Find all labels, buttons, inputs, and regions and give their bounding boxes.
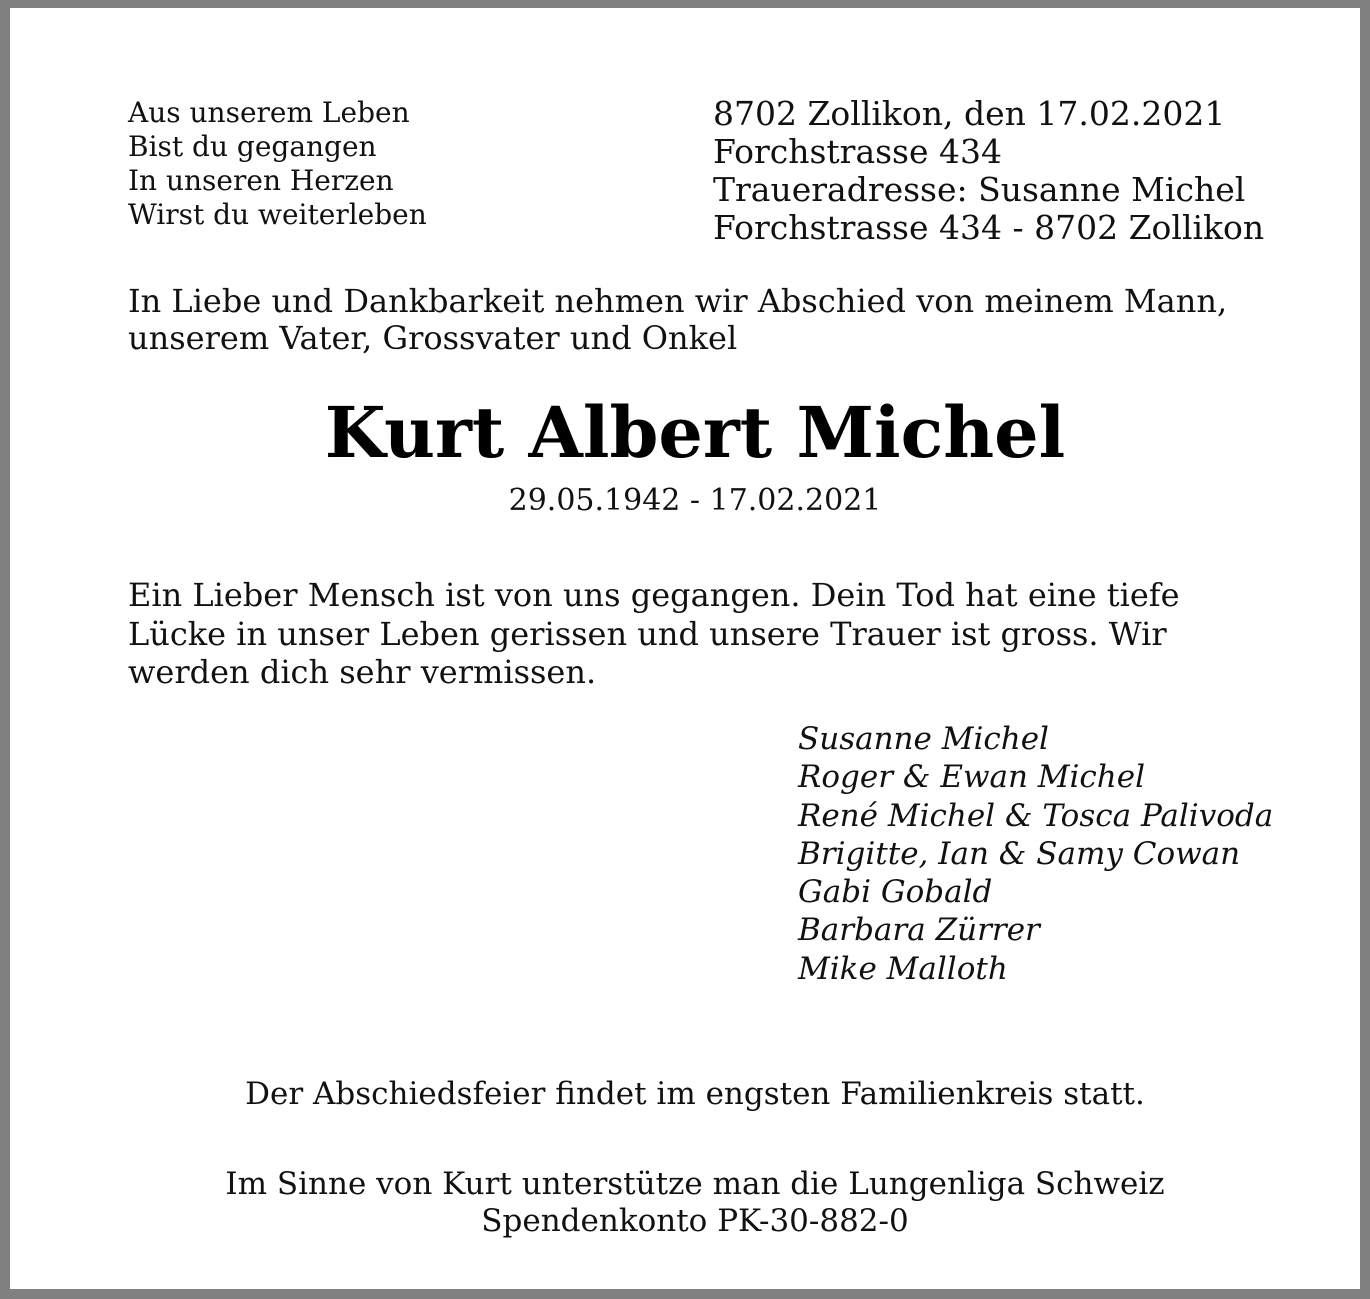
poem-line: Wirst du weiterleben	[128, 198, 427, 231]
ceremony-notice: Der Abschiedsfeier findet im engsten Familienkreis statt.	[245, 1076, 1145, 1112]
life-dates: 29.05.1942 - 17.02.2021	[508, 483, 882, 518]
contact-name: Traueradresse: Susanne Michel	[713, 170, 1246, 209]
place-and-date: 8702 Zollikon, den 17.02.2021	[713, 94, 1226, 133]
message-line: werden dich sehr vermissen.	[128, 653, 597, 691]
tribute-message	[128, 576, 1180, 692]
deceased-name: Kurt Albert Michel	[324, 391, 1066, 474]
poem-line: Aus unserem Leben	[128, 96, 410, 129]
donation-line: Im Sinne von Kurt unterstütze man die Lungenliga Schweiz	[225, 1166, 1165, 1202]
mourner-name: Gabi Gobald	[798, 874, 993, 911]
mourner-name: Susanne Michel	[798, 721, 1049, 757]
poem-line: Bist du gegangen	[128, 130, 377, 163]
message-line: Lücke in unser Leben gerissen und unsere Trauer ist gross. Wir	[128, 614, 1167, 653]
message-line: Ein Lieber Mensch ist von uns gegangen. Dein Tod hat eine tiefe	[128, 576, 1180, 614]
farewell-intro	[128, 283, 1227, 357]
street-address: Forchstrasse 434	[713, 132, 1002, 171]
donation-notice	[10, 1166, 1370, 1240]
poem-line: In unseren Herzen	[128, 164, 394, 197]
poem-verse	[128, 96, 427, 232]
mourner-name: Barbara Zürrer	[798, 912, 1040, 949]
intro-line: In Liebe und Dankbarkeit nehmen wir Abschied von meinem Mann,	[128, 282, 1228, 320]
mourner-name: Brigitte, Ian & Samy Cowan	[798, 835, 1241, 872]
mourning-address	[713, 95, 1264, 247]
mourner-name: Roger & Ewan Michel	[798, 759, 1146, 796]
mourner-name: René Michel & Tosca Palivoda	[798, 797, 1274, 834]
donation-account: Spendenkonto PK-30-882-0	[481, 1203, 909, 1239]
mourner-name: Mike Malloth	[798, 950, 1008, 987]
intro-line: unserem Vater, Grossvater und Onkel	[128, 319, 738, 357]
mourners-list	[798, 720, 1273, 988]
contact-address: Forchstrasse 434 - 8702 Zollikon	[713, 208, 1265, 247]
